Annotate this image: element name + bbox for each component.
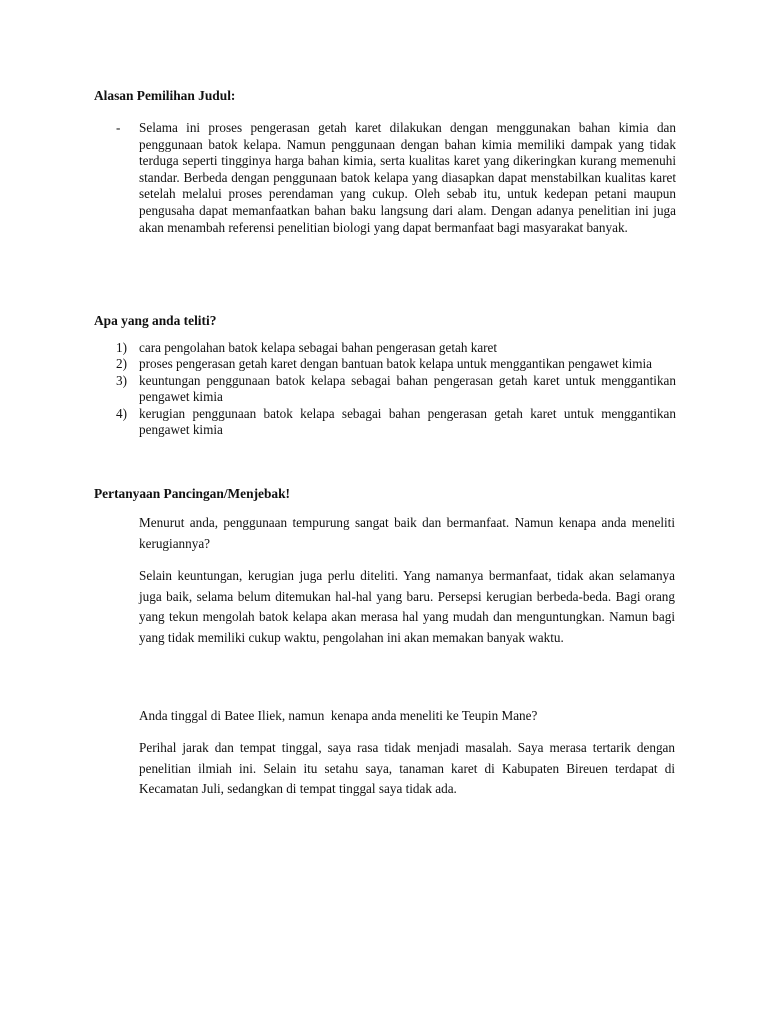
list-item-text: proses pengerasan getah karet dengan bantuan batok kelapa untuk menggantikan pengawet kimia [139,356,653,372]
list-item [94,340,676,356]
answer-paragraph: Perihal jarak dan tempat tinggal, saya rasa tidak menjadi masalah. Saya merasa tertarik dengan penelitian ilmiah ini. Selain itu setahu saya, tanaman karet di Kabupaten Bireuen terdapat di Kecamatan Juli, sedangkan di tempat tinggal saya tidak ada. [139,740,675,797]
list-item [94,356,676,372]
section-heading-alasan: Alasan Pemilihan Judul: [94,88,236,103]
list-item-number: 1) [116,340,127,355]
list-item-text: keuntungan penggunaan batok kelapa sebagai bahan pengerasan getah karet untuk menggantikan pengawet kimia [139,372,676,405]
list-item-text: cara pengolahan batok kelapa sebagai bahan pengerasan getah karet [139,340,498,355]
bullet-paragraph: Selama ini proses pengerasan getah karet dilakukan dengan menggunakan bahan kimia dan penggunaan batok kelapa. Namun penggunaan dengan bahan kimia memiliki dampak yang tidak terduga seperti tingginya harga bahan kimia, serta kualitas karet yang dikeringkan kurang memenuhi standar. Berbeda dengan penggunaan batok kelapa yang diasapkan dapat menstabilkan kualitas karet setelah melalui proses perendaman yang cukup. Oleh sebab itu, untuk kedepan petani maupun pengusaha dapat memanfaatkan bahan baku langsung dari alam. Dengan adanya penelitian ini juga akan menambah referensi penelitian biologi yang dapat bermanfaat bagi masyarakat banyak. [139,120,676,235]
list-item-number: 3) [116,372,127,388]
list-item-number: 4) [116,405,127,421]
section-heading-pertanyaan: Pertanyaan Pancingan/Menjebak! [94,486,291,501]
answer-paragraph: Selain keuntungan, kerugian juga perlu diteliti. Yang namanya bermanfaat, tidak akan selamanya juga baik, selama belum ditemukan hal-hal yang baru. Persepsi kerugian berbeda-beda. Bagi orang yang tekun mengolah batok kelapa akan merasa hal yang mudah dan menguntungkan. Namun bagi yang tidak memiliki cukup waktu, pengolahan ini akan memakan banyak waktu. [139,568,675,645]
list-item-text: kerugian penggunaan batok kelapa sebagai bahan pengerasan getah karet untuk menggantikan pengawet kimia [139,405,676,438]
question-paragraph: Menurut anda, penggunaan tempurung sangat baik dan bermanfaat. Namun kenapa anda meneliti kerugiannya? [139,515,675,551]
question-paragraph: Anda tinggal di Batee Iliek, namun kenapa anda meneliti ke Teupin Mane? [139,708,538,723]
numbered-list [94,340,676,438]
list-item [94,373,676,406]
list-item-number: 2) [116,356,127,372]
bullet-marker: - [116,120,121,135]
section-heading-apa-yang-diteliti: Apa yang anda teliti? [94,313,217,328]
list-item [94,406,676,439]
